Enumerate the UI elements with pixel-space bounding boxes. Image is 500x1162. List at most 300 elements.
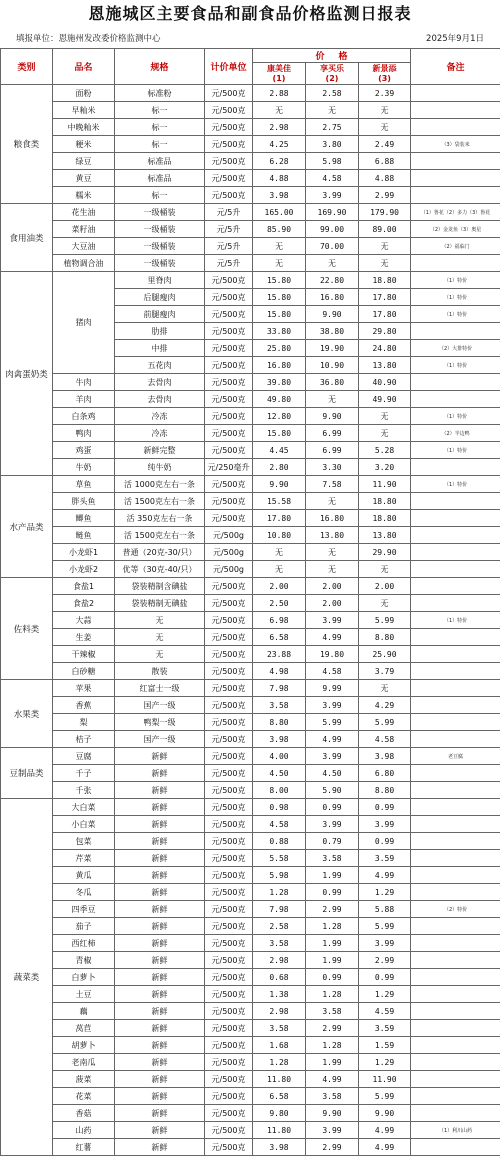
store-3-number: (3) xyxy=(378,73,391,83)
price-store-1: 2.98 xyxy=(253,119,306,136)
item-unit: 元/500克 xyxy=(205,391,253,408)
item-remark xyxy=(411,561,500,578)
item-unit: 元/500克 xyxy=(205,646,253,663)
item-spec: 活 1500克左右一条 xyxy=(115,527,205,544)
price-store-1: 无 xyxy=(253,102,306,119)
price-store-2: 16.80 xyxy=(306,289,359,306)
item-unit: 元/500克 xyxy=(205,136,253,153)
item-remark: （1）特价 xyxy=(411,272,500,289)
price-store-1: 15.58 xyxy=(253,493,306,510)
header-store-1 xyxy=(253,63,306,85)
item-spec: 标一 xyxy=(115,187,205,204)
price-store-3: 17.80 xyxy=(359,289,411,306)
price-store-1: 8.80 xyxy=(253,714,306,731)
table-row xyxy=(1,102,500,119)
item-remark xyxy=(411,714,500,731)
table-row xyxy=(1,1020,500,1037)
item-name: 莴苣 xyxy=(53,1020,115,1037)
table-row xyxy=(1,663,500,680)
price-store-2: 无 xyxy=(306,255,359,272)
price-store-3: 1.29 xyxy=(359,884,411,901)
price-store-3: 4.99 xyxy=(359,1139,411,1156)
item-unit: 元/500克 xyxy=(205,629,253,646)
item-unit: 元/500克 xyxy=(205,799,253,816)
price-store-1: 17.80 xyxy=(253,510,306,527)
store-1-number: (1) xyxy=(272,73,286,83)
item-remark: 老豆腐 xyxy=(411,748,500,765)
table-row xyxy=(1,170,500,187)
price-store-2: 10.90 xyxy=(306,357,359,374)
item-name: 食盐1 xyxy=(53,578,115,595)
item-remark xyxy=(411,952,500,969)
price-store-1: 6.28 xyxy=(253,153,306,170)
price-store-1: 165.00 xyxy=(253,204,306,221)
price-store-3: 9.90 xyxy=(359,1105,411,1122)
item-spec: 一级桶装 xyxy=(115,238,205,255)
item-remark xyxy=(411,1037,500,1054)
price-store-3: 2.39 xyxy=(359,85,411,102)
price-store-1: 2.50 xyxy=(253,595,306,612)
item-name: 生姜 xyxy=(53,629,115,646)
item-remark xyxy=(411,833,500,850)
price-store-2: 2.99 xyxy=(306,1139,359,1156)
item-unit: 元/500克 xyxy=(205,442,253,459)
item-name: 土豆 xyxy=(53,986,115,1003)
item-name: 白条鸡 xyxy=(53,408,115,425)
price-store-2: 2.75 xyxy=(306,119,359,136)
category-cell: 肉禽蛋奶类 xyxy=(1,272,53,476)
item-remark xyxy=(411,1088,500,1105)
item-name: 粳米 xyxy=(53,136,115,153)
price-store-3: 无 xyxy=(359,561,411,578)
price-store-1: 39.80 xyxy=(253,374,306,391)
item-spec: 标一 xyxy=(115,119,205,136)
item-name: 大豆油 xyxy=(53,238,115,255)
category-cell: 食用油类 xyxy=(1,204,53,272)
price-store-3: 0.99 xyxy=(359,969,411,986)
price-store-3: 无 xyxy=(359,119,411,136)
item-name: 千张 xyxy=(53,782,115,799)
item-unit: 元/500克 xyxy=(205,408,253,425)
header-spec: 规格 xyxy=(115,49,205,85)
item-name: 茄子 xyxy=(53,918,115,935)
item-name: 苹果 xyxy=(53,680,115,697)
item-name: 草鱼 xyxy=(53,476,115,493)
table-row xyxy=(1,782,500,799)
item-name: 梨 xyxy=(53,714,115,731)
item-spec: 去骨肉 xyxy=(115,374,205,391)
item-name: 红薯 xyxy=(53,1139,115,1156)
item-spec: 袋装精制无碘盐 xyxy=(115,595,205,612)
price-store-3: 4.99 xyxy=(359,1122,411,1139)
table-row xyxy=(1,952,500,969)
item-remark xyxy=(411,1105,500,1122)
price-store-3: 2.99 xyxy=(359,187,411,204)
price-store-1: 2.88 xyxy=(253,85,306,102)
price-store-3: 5.99 xyxy=(359,612,411,629)
item-unit: 元/500克 xyxy=(205,731,253,748)
item-unit: 元/500克 xyxy=(205,884,253,901)
price-store-2: 1.99 xyxy=(306,867,359,884)
item-remark xyxy=(411,119,500,136)
item-remark xyxy=(411,1020,500,1037)
price-store-2: 无 xyxy=(306,561,359,578)
item-remark xyxy=(411,867,500,884)
table-row xyxy=(1,221,500,238)
item-unit: 元/500克 xyxy=(205,289,253,306)
price-store-1: 4.58 xyxy=(253,816,306,833)
item-spec: 新鲜 xyxy=(115,1139,205,1156)
table-row xyxy=(1,510,500,527)
item-remark xyxy=(411,544,500,561)
table-row xyxy=(1,986,500,1003)
item-unit: 元/500克 xyxy=(205,85,253,102)
item-unit: 元/500克 xyxy=(205,187,253,204)
table-row xyxy=(1,799,500,816)
price-store-2: 9.90 xyxy=(306,408,359,425)
price-store-3: 无 xyxy=(359,408,411,425)
item-remark xyxy=(411,799,500,816)
price-store-1: 6.98 xyxy=(253,612,306,629)
price-store-3: 18.80 xyxy=(359,493,411,510)
table-row xyxy=(1,374,500,391)
item-remark: （1）特价 xyxy=(411,476,500,493)
item-remark xyxy=(411,170,500,187)
item-spec: 新鲜 xyxy=(115,850,205,867)
price-store-2: 0.99 xyxy=(306,799,359,816)
item-spec: 新鲜 xyxy=(115,1088,205,1105)
price-store-1: 15.80 xyxy=(253,306,306,323)
item-name: 绿豆 xyxy=(53,153,115,170)
item-name: 香菇 xyxy=(53,1105,115,1122)
table-row xyxy=(1,187,500,204)
price-store-2: 2.99 xyxy=(306,901,359,918)
price-store-2: 2.58 xyxy=(306,85,359,102)
item-remark xyxy=(411,782,500,799)
item-spec: 新鲜 xyxy=(115,765,205,782)
category-cell: 蔬菜类 xyxy=(1,799,53,1156)
item-remark xyxy=(411,731,500,748)
price-store-3: 6.80 xyxy=(359,765,411,782)
item-unit: 元/500克 xyxy=(205,493,253,510)
item-unit: 元/500克 xyxy=(205,306,253,323)
item-name: 中晚籼米 xyxy=(53,119,115,136)
price-store-1: 1.28 xyxy=(253,884,306,901)
item-spec: 无 xyxy=(115,629,205,646)
price-store-2: 13.80 xyxy=(306,527,359,544)
price-store-2: 22.80 xyxy=(306,272,359,289)
price-store-3: 5.99 xyxy=(359,1088,411,1105)
item-unit: 元/500克 xyxy=(205,1139,253,1156)
price-store-2: 3.99 xyxy=(306,816,359,833)
item-remark: （2）金龙鱼（3）奥星 xyxy=(411,221,500,238)
table-row xyxy=(1,425,500,442)
item-unit: 元/500克 xyxy=(205,425,253,442)
item-spec: 国产一级 xyxy=(115,731,205,748)
price-store-3: 1.59 xyxy=(359,1037,411,1054)
item-name: 西红柿 xyxy=(53,935,115,952)
item-unit: 元/500克 xyxy=(205,714,253,731)
item-remark xyxy=(411,850,500,867)
table-row xyxy=(1,1071,500,1088)
item-unit: 元/500克 xyxy=(205,119,253,136)
item-spec: 一级桶装 xyxy=(115,204,205,221)
table-row xyxy=(1,1122,500,1139)
item-unit: 元/500克 xyxy=(205,850,253,867)
price-store-3: 25.90 xyxy=(359,646,411,663)
item-spec: 新鲜 xyxy=(115,1054,205,1071)
price-store-3: 2.49 xyxy=(359,136,411,153)
price-store-3: 11.90 xyxy=(359,1071,411,1088)
item-unit: 元/500克 xyxy=(205,986,253,1003)
item-spec: 新鲜 xyxy=(115,799,205,816)
price-store-1: 4.98 xyxy=(253,663,306,680)
table-row xyxy=(1,1105,500,1122)
price-store-1: 无 xyxy=(253,238,306,255)
item-remark: （2）福临门 xyxy=(411,238,500,255)
price-store-2: 19.80 xyxy=(306,646,359,663)
price-store-3: 0.99 xyxy=(359,833,411,850)
table-row xyxy=(1,731,500,748)
item-unit: 元/500g xyxy=(205,544,253,561)
price-store-1: 15.80 xyxy=(253,272,306,289)
price-store-3: 13.80 xyxy=(359,357,411,374)
item-remark xyxy=(411,663,500,680)
price-store-3: 18.80 xyxy=(359,510,411,527)
price-store-1: 2.98 xyxy=(253,952,306,969)
price-store-3: 8.80 xyxy=(359,629,411,646)
item-unit: 元/5升 xyxy=(205,221,253,238)
item-spec: 前腿瘦肉 xyxy=(115,306,205,323)
header-store-3 xyxy=(359,63,411,85)
header-name: 品名 xyxy=(53,49,115,85)
price-store-3: 无 xyxy=(359,425,411,442)
item-name: 胡萝卜 xyxy=(53,1037,115,1054)
item-remark xyxy=(411,374,500,391)
price-store-1: 无 xyxy=(253,561,306,578)
item-unit: 元/500克 xyxy=(205,969,253,986)
price-store-1: 4.50 xyxy=(253,765,306,782)
item-name: 植物调合油 xyxy=(53,255,115,272)
item-spec: 冷冻 xyxy=(115,408,205,425)
item-name: 包菜 xyxy=(53,833,115,850)
item-remark xyxy=(411,1054,500,1071)
table-row xyxy=(1,85,500,102)
item-unit: 元/500克 xyxy=(205,323,253,340)
item-spec: 新鲜 xyxy=(115,1105,205,1122)
item-spec: 新鲜 xyxy=(115,748,205,765)
table-row xyxy=(1,714,500,731)
item-remark xyxy=(411,323,500,340)
item-name: 羊肉 xyxy=(53,391,115,408)
price-store-2: 4.50 xyxy=(306,765,359,782)
table-row xyxy=(1,969,500,986)
price-store-3: 4.59 xyxy=(359,1003,411,1020)
price-store-1: 3.58 xyxy=(253,1020,306,1037)
price-store-3: 29.90 xyxy=(359,544,411,561)
item-unit: 元/500克 xyxy=(205,697,253,714)
item-remark xyxy=(411,1139,500,1156)
table-row xyxy=(1,680,500,697)
item-unit: 元/500克 xyxy=(205,833,253,850)
item-unit: 元/500克 xyxy=(205,935,253,952)
price-store-3: 49.90 xyxy=(359,391,411,408)
item-remark: （1）特价 xyxy=(411,306,500,323)
price-store-2: 0.99 xyxy=(306,884,359,901)
price-store-2: 169.90 xyxy=(306,204,359,221)
table-row xyxy=(1,595,500,612)
price-store-3: 2.00 xyxy=(359,578,411,595)
price-store-3: 3.59 xyxy=(359,1020,411,1037)
table-body xyxy=(1,85,500,1156)
table-row xyxy=(1,442,500,459)
item-name: 冬瓜 xyxy=(53,884,115,901)
item-remark xyxy=(411,391,500,408)
header-unit: 计价单位 xyxy=(205,49,253,85)
item-name: 猪肉 xyxy=(53,272,115,374)
item-remark: （1）特价 xyxy=(411,289,500,306)
item-remark: （1）特价 xyxy=(411,612,500,629)
price-store-2: 3.99 xyxy=(306,612,359,629)
price-store-2: 3.58 xyxy=(306,850,359,867)
price-store-3: 5.28 xyxy=(359,442,411,459)
item-remark: （2）大排特价 xyxy=(411,340,500,357)
report-title: 恩施城区主要食品和副食品价格监测日报表 xyxy=(88,4,412,23)
item-remark xyxy=(411,187,500,204)
price-store-3: 0.99 xyxy=(359,799,411,816)
price-store-1: 2.58 xyxy=(253,918,306,935)
item-remark: （1）特价 xyxy=(411,442,500,459)
price-store-2: 3.99 xyxy=(306,187,359,204)
item-name: 牛肉 xyxy=(53,374,115,391)
item-name: 牛奶 xyxy=(53,459,115,476)
item-remark xyxy=(411,697,500,714)
price-store-3: 3.98 xyxy=(359,748,411,765)
table-row xyxy=(1,408,500,425)
price-store-1: 3.98 xyxy=(253,187,306,204)
price-store-1: 15.80 xyxy=(253,289,306,306)
price-store-2: 3.99 xyxy=(306,1122,359,1139)
price-store-1: 0.68 xyxy=(253,969,306,986)
item-spec: 新鲜 xyxy=(115,1020,205,1037)
item-spec: 五花肉 xyxy=(115,357,205,374)
item-name: 小龙虾1 xyxy=(53,544,115,561)
item-unit: 元/500克 xyxy=(205,867,253,884)
store-2-number: (2) xyxy=(325,73,339,83)
price-store-3: 4.58 xyxy=(359,731,411,748)
price-store-3: 5.99 xyxy=(359,918,411,935)
table-row xyxy=(1,1054,500,1071)
table-row xyxy=(1,544,500,561)
price-store-2: 3.58 xyxy=(306,1003,359,1020)
price-store-3: 5.99 xyxy=(359,714,411,731)
price-store-1: 1.68 xyxy=(253,1037,306,1054)
item-remark xyxy=(411,493,500,510)
item-name: 大白菜 xyxy=(53,799,115,816)
header-remark: 备注 xyxy=(411,49,500,85)
item-spec: 新鲜 xyxy=(115,952,205,969)
item-unit: 元/500克 xyxy=(205,612,253,629)
price-store-1: 4.88 xyxy=(253,170,306,187)
table-row xyxy=(1,646,500,663)
table-row xyxy=(1,272,500,289)
item-spec: 活 1500克左右一条 xyxy=(115,493,205,510)
price-store-1: 1.38 xyxy=(253,986,306,1003)
price-store-1: 12.80 xyxy=(253,408,306,425)
item-remark xyxy=(411,595,500,612)
table-row xyxy=(1,238,500,255)
price-store-3: 2.99 xyxy=(359,952,411,969)
price-store-3: 4.99 xyxy=(359,867,411,884)
price-store-3: 无 xyxy=(359,255,411,272)
price-store-1: 无 xyxy=(253,544,306,561)
table-row xyxy=(1,1139,500,1156)
item-name: 糯米 xyxy=(53,187,115,204)
price-store-2: 4.99 xyxy=(306,629,359,646)
price-store-2: 无 xyxy=(306,493,359,510)
item-remark xyxy=(411,884,500,901)
item-spec: 新鲜 xyxy=(115,1037,205,1054)
category-cell: 豆制品类 xyxy=(1,748,53,799)
item-name: 藕 xyxy=(53,1003,115,1020)
item-name: 黄瓜 xyxy=(53,867,115,884)
price-store-3: 4.88 xyxy=(359,170,411,187)
price-store-3: 3.99 xyxy=(359,935,411,952)
item-unit: 元/250毫升 xyxy=(205,459,253,476)
item-spec: 普通（20克-30/只） xyxy=(115,544,205,561)
item-unit: 元/500克 xyxy=(205,510,253,527)
item-unit: 元/500克 xyxy=(205,1003,253,1020)
price-store-2: 3.80 xyxy=(306,136,359,153)
table-row xyxy=(1,748,500,765)
price-store-1: 10.80 xyxy=(253,527,306,544)
item-spec: 新鲜完整 xyxy=(115,442,205,459)
item-unit: 元/500克 xyxy=(205,340,253,357)
item-name: 鲢鱼 xyxy=(53,527,115,544)
price-store-2: 4.99 xyxy=(306,731,359,748)
item-remark xyxy=(411,255,500,272)
price-store-2: 0.99 xyxy=(306,969,359,986)
item-name: 白砂糖 xyxy=(53,663,115,680)
price-store-3: 29.80 xyxy=(359,323,411,340)
price-store-2: 4.58 xyxy=(306,170,359,187)
price-store-2: 5.99 xyxy=(306,714,359,731)
item-unit: 元/500克 xyxy=(205,680,253,697)
price-store-3: 无 xyxy=(359,595,411,612)
price-store-2: 2.00 xyxy=(306,578,359,595)
item-spec: 标准品 xyxy=(115,153,205,170)
price-store-1: 3.58 xyxy=(253,697,306,714)
item-unit: 元/500克 xyxy=(205,476,253,493)
item-spec: 新鲜 xyxy=(115,867,205,884)
price-store-1: 5.98 xyxy=(253,867,306,884)
price-store-3: 18.80 xyxy=(359,272,411,289)
price-store-2: 3.99 xyxy=(306,748,359,765)
price-store-1: 33.80 xyxy=(253,323,306,340)
item-spec: 标一 xyxy=(115,102,205,119)
item-spec: 散装 xyxy=(115,663,205,680)
item-unit: 元/5升 xyxy=(205,255,253,272)
item-unit: 元/500克 xyxy=(205,578,253,595)
price-table xyxy=(0,48,500,1156)
price-store-1: 8.00 xyxy=(253,782,306,799)
price-store-3: 1.29 xyxy=(359,1054,411,1071)
item-remark xyxy=(411,510,500,527)
table-row xyxy=(1,391,500,408)
item-remark: （2）特价 xyxy=(411,901,500,918)
table-row xyxy=(1,578,500,595)
item-spec: 红富士一级 xyxy=(115,680,205,697)
